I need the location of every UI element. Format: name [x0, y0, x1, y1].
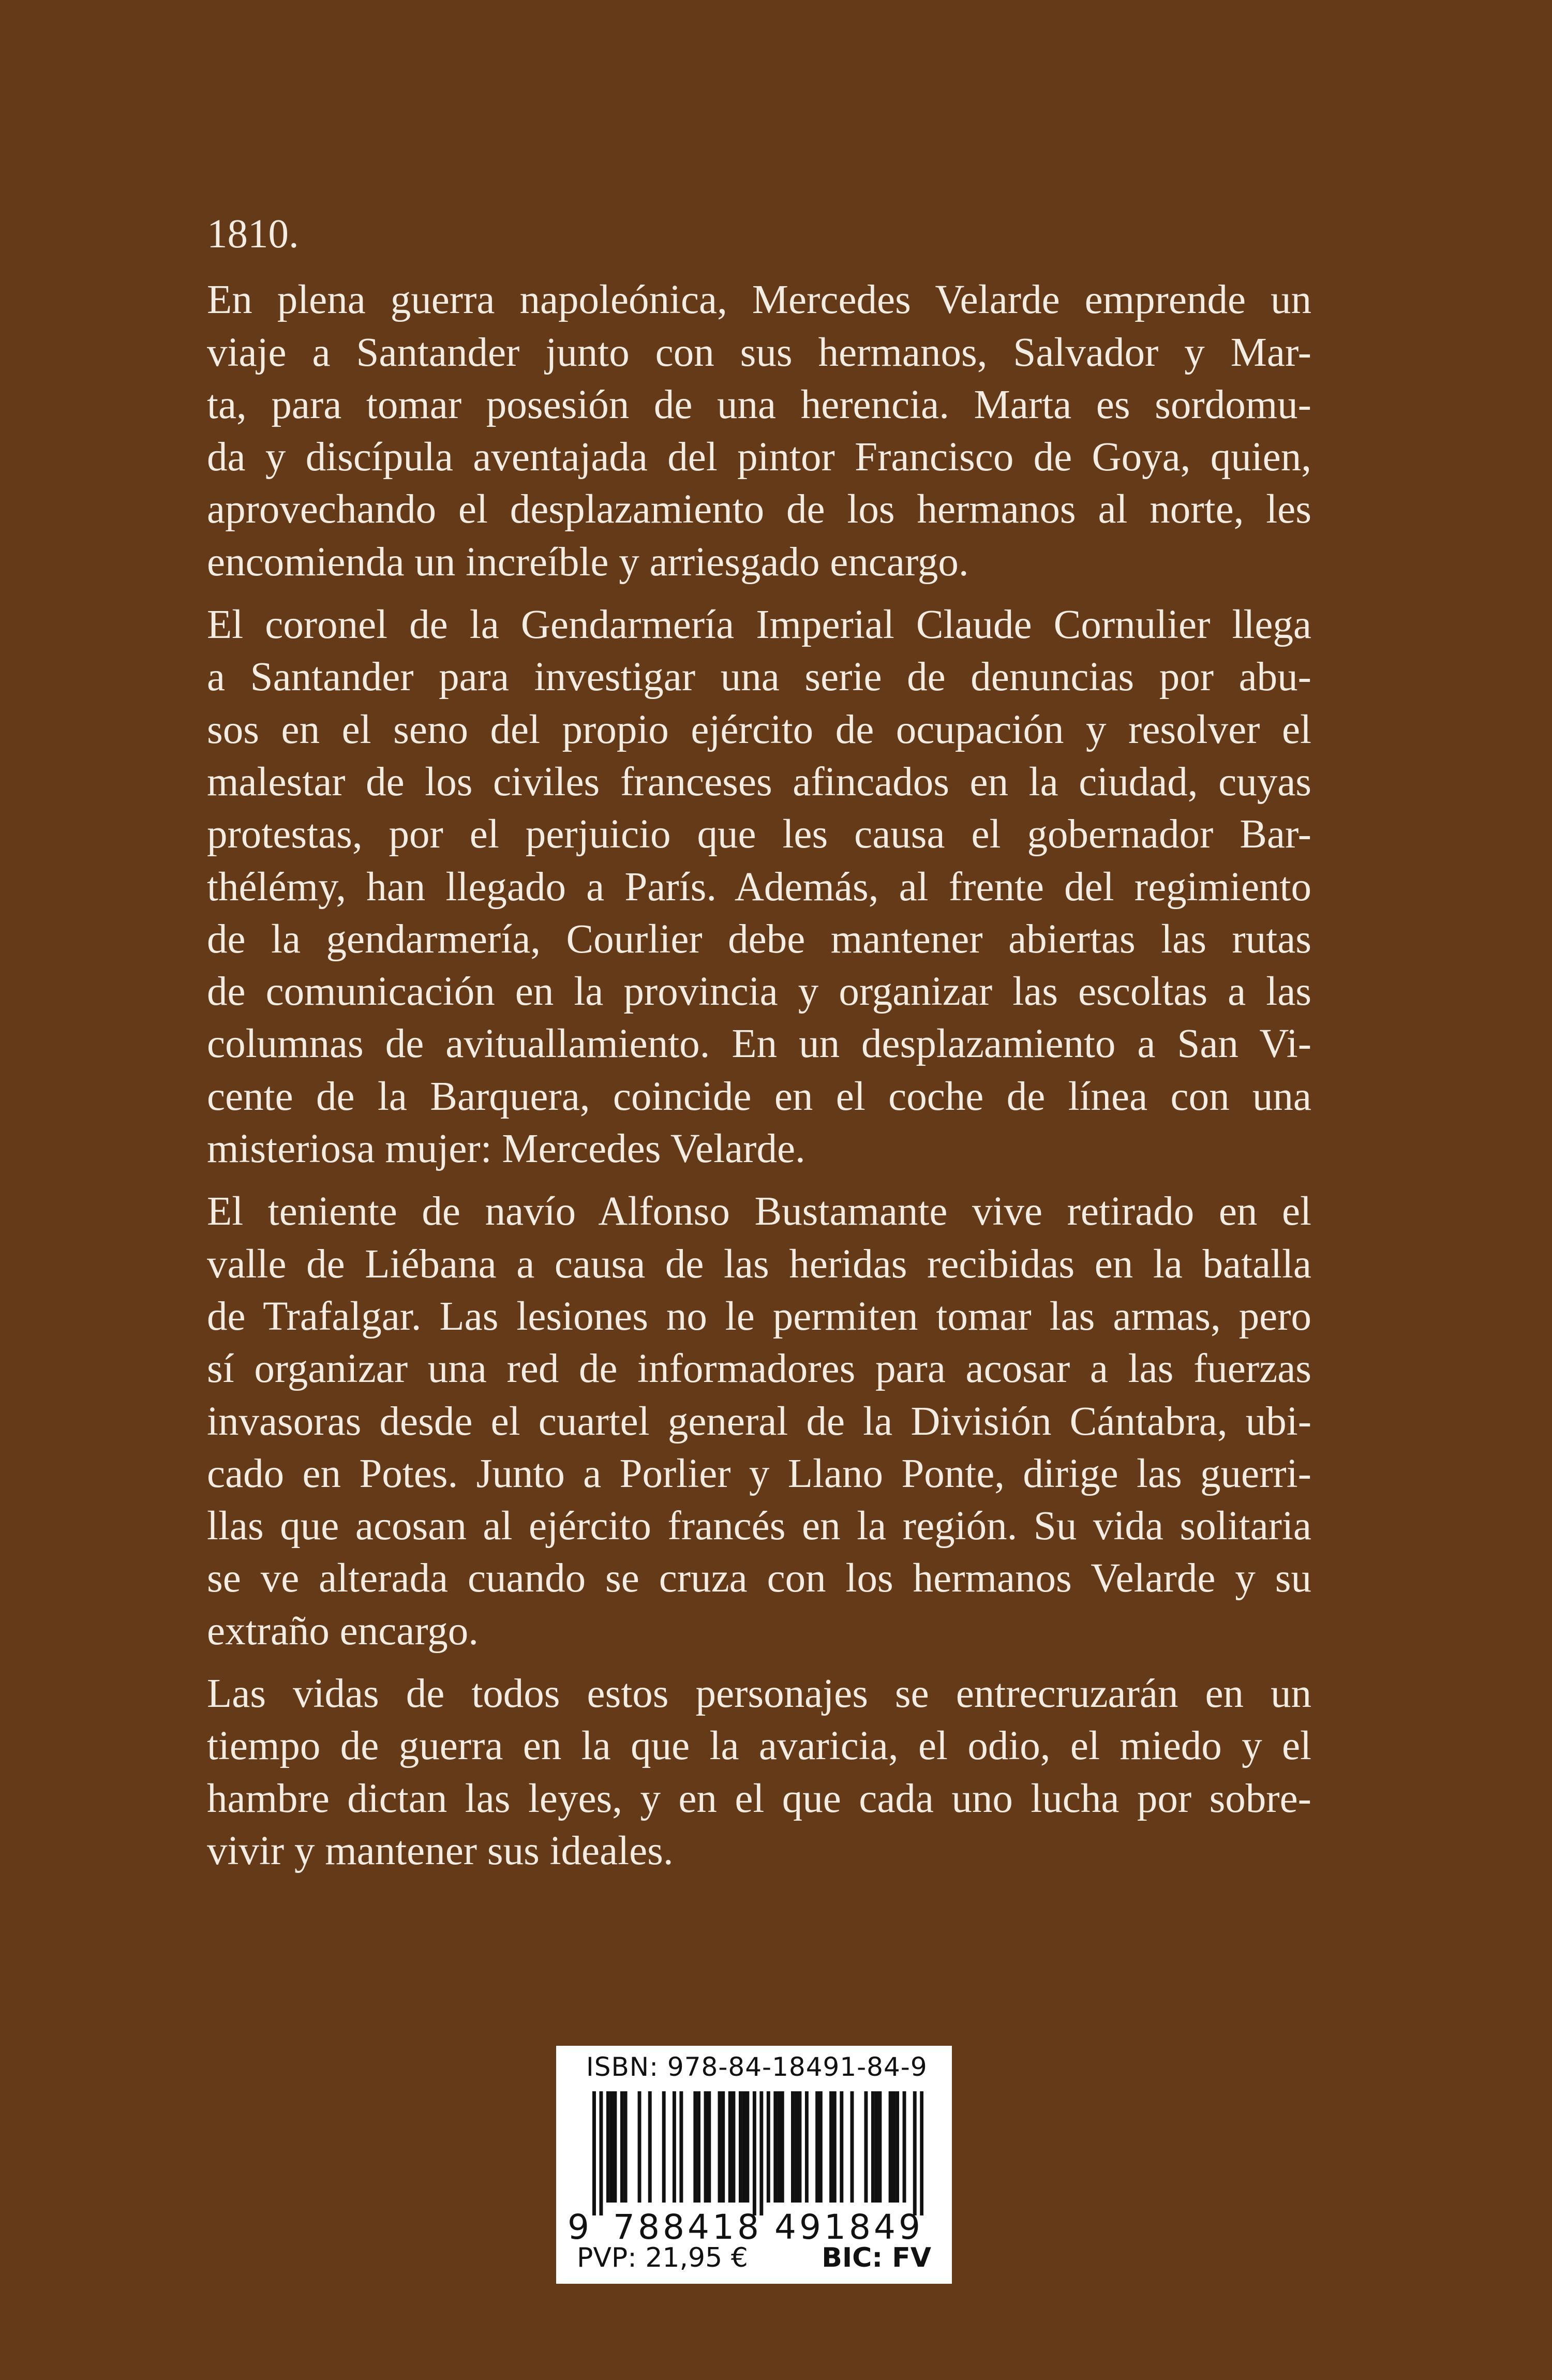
barcode-bar	[638, 2091, 641, 2203]
barcode-bar	[875, 2091, 878, 2203]
synopsis-line: valle de Liébana a causa de las heridas recibidas en la batalla	[207, 1241, 1311, 1287]
synopsis-line: se ve alterada cuando se cruza con los hermanos Velarde y su	[207, 1556, 1311, 1601]
synopsis-line: ta, para tomar posesión de una herencia. Marta es sordomu-	[207, 382, 1311, 427]
synopsis-year: 1810.	[207, 212, 299, 257]
barcode-bar	[704, 2091, 708, 2203]
barcode-bar	[592, 2091, 596, 2215]
barcode-bar	[732, 2091, 735, 2203]
barcode-bar	[829, 2091, 833, 2203]
barcode-bar	[795, 2091, 798, 2203]
synopsis-paragraphs	[207, 274, 1311, 1877]
barcode-bar	[903, 2091, 906, 2203]
paragraph-gap	[207, 588, 1311, 599]
barcode-bar	[815, 2091, 819, 2203]
barcode-bar	[721, 2091, 725, 2203]
barcode-digits-left: 788418	[613, 2207, 762, 2247]
barcode-bar	[819, 2091, 823, 2203]
synopsis-paragraph	[207, 1185, 1311, 1657]
price-label: PVP: 21,95 €	[577, 2242, 748, 2273]
barcode-bar	[718, 2091, 722, 2203]
synopsis-line: da y discípula aventajada del pintor Francisco de Goya, quien,	[207, 435, 1311, 480]
bic-label: BIC: FV	[822, 2242, 931, 2273]
synopsis-line: malestar de los civiles franceses afincados en la ciudad, cuyas	[207, 759, 1311, 805]
synopsis-line: a Santander para investigar una serie de denuncias por abu-	[207, 654, 1311, 700]
synopsis-line: extraño encargo.	[207, 1608, 479, 1654]
synopsis-line: de la gendarmería, Courlier debe mantener abiertas las rutas	[207, 916, 1311, 962]
paragraph-gap	[207, 1657, 1311, 1668]
synopsis-line: cado en Potes. Junto a Porlier y Llano Ponte, dirige las guerri-	[207, 1451, 1311, 1496]
barcode-bar	[662, 2091, 666, 2203]
synopsis-paragraph	[207, 599, 1311, 1175]
barcode-bar	[892, 2091, 896, 2203]
synopsis-line: En plena guerra napoleónica, Mercedes Velarde emprende un	[207, 277, 1311, 323]
barcode-bar	[742, 2091, 746, 2203]
synopsis-line: vivir y mantener sus ideales.	[207, 1828, 674, 1873]
synopsis-line: thélémy, han llegado a París. Además, al frente del regimiento	[207, 864, 1311, 910]
synopsis-paragraph	[207, 1668, 1311, 1877]
barcode-bar	[913, 2091, 917, 2215]
barcode-bar	[745, 2091, 749, 2203]
synopsis	[207, 208, 1311, 1877]
synopsis-line: Las vidas de todos estos personajes se entrecruzarán en un	[207, 1671, 1311, 1717]
barcode-bar	[613, 2091, 617, 2203]
synopsis-line: encomienda un increíble y arriesgado encargo.	[207, 539, 969, 585]
barcode-bar	[679, 2091, 683, 2203]
barcode-bar	[878, 2091, 882, 2203]
barcode-bars	[592, 2091, 923, 2215]
barcode-label	[556, 2046, 952, 2284]
barcode-bar	[781, 2091, 784, 2203]
synopsis-line: invasoras desde el cuartel general de la División Cántabra, ubi-	[207, 1399, 1311, 1444]
synopsis-line: hambre dictan las leyes, y en el que cada uno lucha por sobre-	[207, 1776, 1311, 1821]
synopsis-line: cente de la Barquera, coincide en el coche de línea con una	[207, 1074, 1311, 1119]
isbn-text: ISBN: 978-84-18491-84-9	[586, 2052, 928, 2082]
synopsis-paragraph	[207, 274, 1311, 588]
barcode-bar	[871, 2091, 875, 2203]
barcode-bar	[896, 2091, 899, 2203]
synopsis-line: El teniente de navío Alfonso Bustamante vive retirado en el	[207, 1189, 1311, 1234]
barcode-digit-first: 9	[568, 2207, 589, 2247]
barcode-bar	[648, 2091, 652, 2203]
barcode-bar	[728, 2091, 732, 2203]
barcode-bar	[889, 2091, 892, 2203]
barcode-bar	[840, 2091, 843, 2203]
barcode-bar	[777, 2091, 781, 2203]
barcode-bar	[759, 2091, 763, 2215]
barcode-bar	[798, 2091, 801, 2203]
barcode-bar	[805, 2091, 809, 2203]
barcode-bar	[773, 2091, 777, 2203]
synopsis-line: tiempo de guerra en la que la avaricia, el odio, el miedo y el	[207, 1723, 1311, 1769]
barcode-bar	[620, 2091, 624, 2203]
barcode-bar	[697, 2091, 700, 2203]
barcode-bar	[599, 2091, 603, 2215]
synopsis-line: llas que acosan al ejército francés en la región. Su vida solitaria	[207, 1504, 1311, 1549]
barcode-bar	[753, 2091, 756, 2215]
barcode-bar	[920, 2091, 923, 2215]
barcode-bar	[864, 2091, 868, 2203]
synopsis-line: columnas de avituallamiento. En un desplazamiento a San Vi-	[207, 1021, 1311, 1067]
synopsis-line: El coronel de la Gendarmería Imperial Claude Cornulier llega	[207, 602, 1311, 648]
barcode-bar	[739, 2091, 742, 2203]
synopsis-line: sí organizar una red de informadores para acosar a las fuerzas	[207, 1346, 1311, 1392]
synopsis-line: de comunicación en la provincia y organizar las escoltas a las	[207, 969, 1311, 1015]
synopsis-line: viaje a Santander junto con sus hermanos, Salvador y Mar-	[207, 330, 1311, 375]
barcode-bar	[624, 2091, 628, 2203]
barcode-bar	[610, 2091, 614, 2203]
synopsis-line: misteriosa mujer: Mercedes Velarde.	[207, 1126, 805, 1172]
barcode-bar	[707, 2091, 711, 2203]
synopsis-line: protestas, por el perjuicio que les causa el gobernador Bar-	[207, 812, 1311, 857]
synopsis-line: aprovechando el desplazamiento de los hermanos al norte, les	[207, 487, 1311, 532]
paragraph-gap	[207, 1175, 1311, 1185]
barcode-bar	[673, 2091, 676, 2203]
barcode-bar	[767, 2091, 770, 2203]
barcode-bar	[606, 2091, 610, 2203]
barcode-bar	[850, 2091, 854, 2203]
barcode-bar	[693, 2091, 697, 2203]
barcode-bar	[833, 2091, 837, 2203]
barcode-bar	[791, 2091, 795, 2203]
synopsis-line: de Trafalgar. Las lesiones no le permiten tomar las armas, pero	[207, 1293, 1311, 1339]
barcode-digits-right: 491849	[774, 2207, 923, 2247]
synopsis-line: sos en el seno del propio ejército de ocupación y resolver el	[207, 707, 1311, 752]
